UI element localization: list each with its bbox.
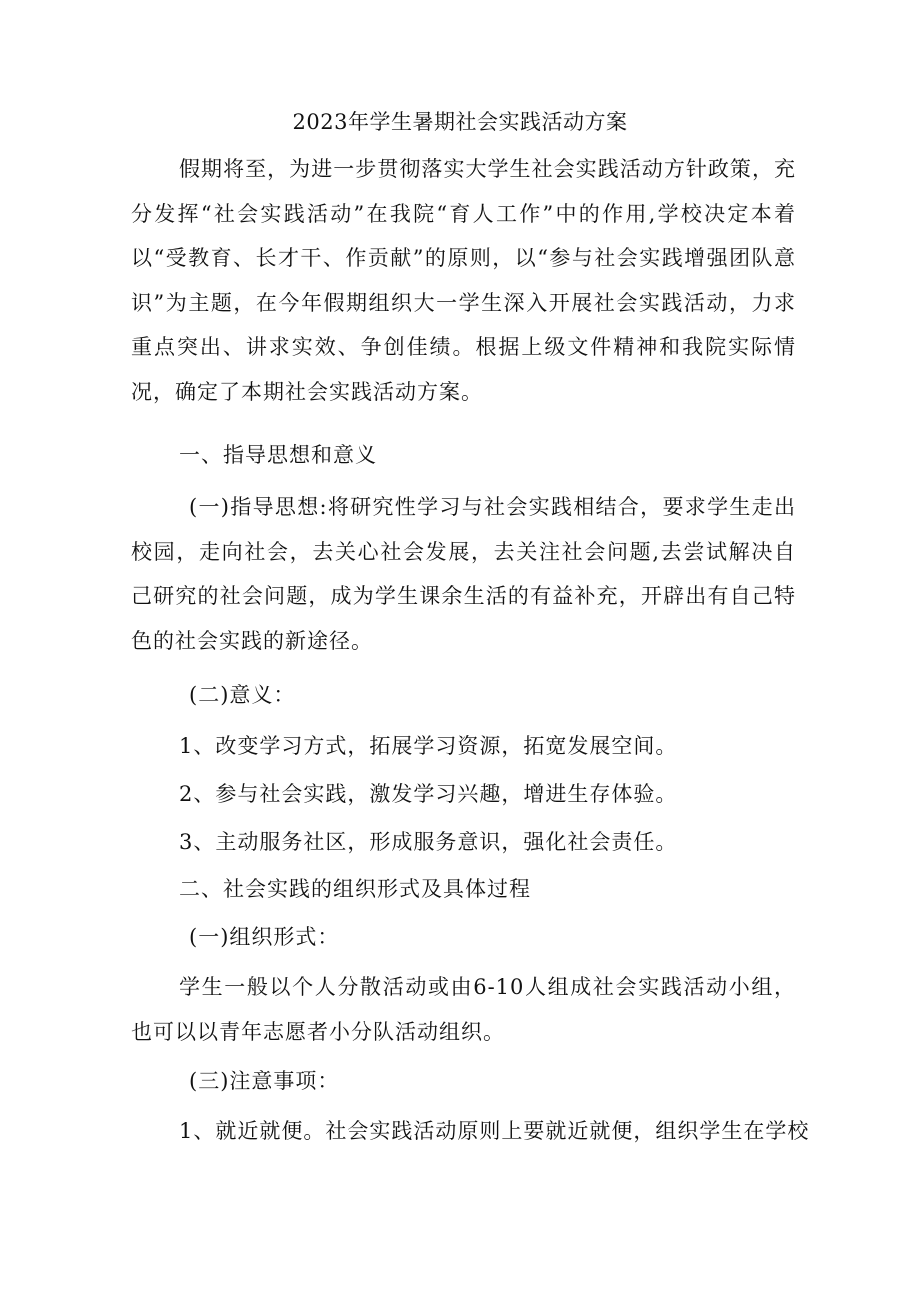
meaning-item-3: 3、主动服务社区，形成服务意识，强化社会责任。: [179, 830, 678, 854]
document-title: 2023年学生暑期社会实践活动方案: [292, 110, 628, 134]
meaning-item-1: 1、改变学习方式，拓展学习资源，拓宽发展空间。: [179, 734, 678, 758]
section-2-notice-heading: (三)注意事项：: [189, 1069, 340, 1093]
section-1-meaning-heading: (二)意义：: [189, 683, 296, 707]
section-2-organization-heading: (一)组织形式：: [189, 925, 340, 949]
section-2-heading: 二、社会实践的组织形式及具体过程: [179, 877, 531, 901]
intro-paragraph: 假期将至，为进一步贯彻落实大学生社会实践活动方针政策，充分发挥“社会实践活动”在我院“育人工作”中的作用,学校决定本着以“受教育、长才干、作贡献”的原则，以“参与社会实践增强团队意识”为主题，在今年假期组织大一学生深入开展社会实践活动，力求重点突出、讲求实效、争创佳绩。根据上级文件精神和我院实际情况，确定了本期社会实践活动方案。: [131, 157, 796, 404]
section-1-guiding-ideology: (一)指导思想:将研究性学习与社会实践相结合，要求学生走出校园，走向社会，去关心社会发展，去关注社会问题,去尝试解决自己研究的社会问题，成为学生课余生活的有益补充，开辟出有自己特色的社会实践的新途径。: [131, 495, 796, 653]
section-1-heading: 一、指导思想和意义: [179, 443, 377, 467]
meaning-item-2: 2、参与社会实践，激发学习兴趣，增进生存体验。: [179, 782, 678, 806]
notice-item-1: 1、就近就便。社会实践活动原则上要就近就便，组织学生在学校: [179, 1119, 810, 1143]
section-2-organization-paragraph: 学生一般以个人分散活动或由6-10人组成社会实践活动小组，也可以以青年志愿者小分队活动组织。: [131, 975, 796, 1044]
